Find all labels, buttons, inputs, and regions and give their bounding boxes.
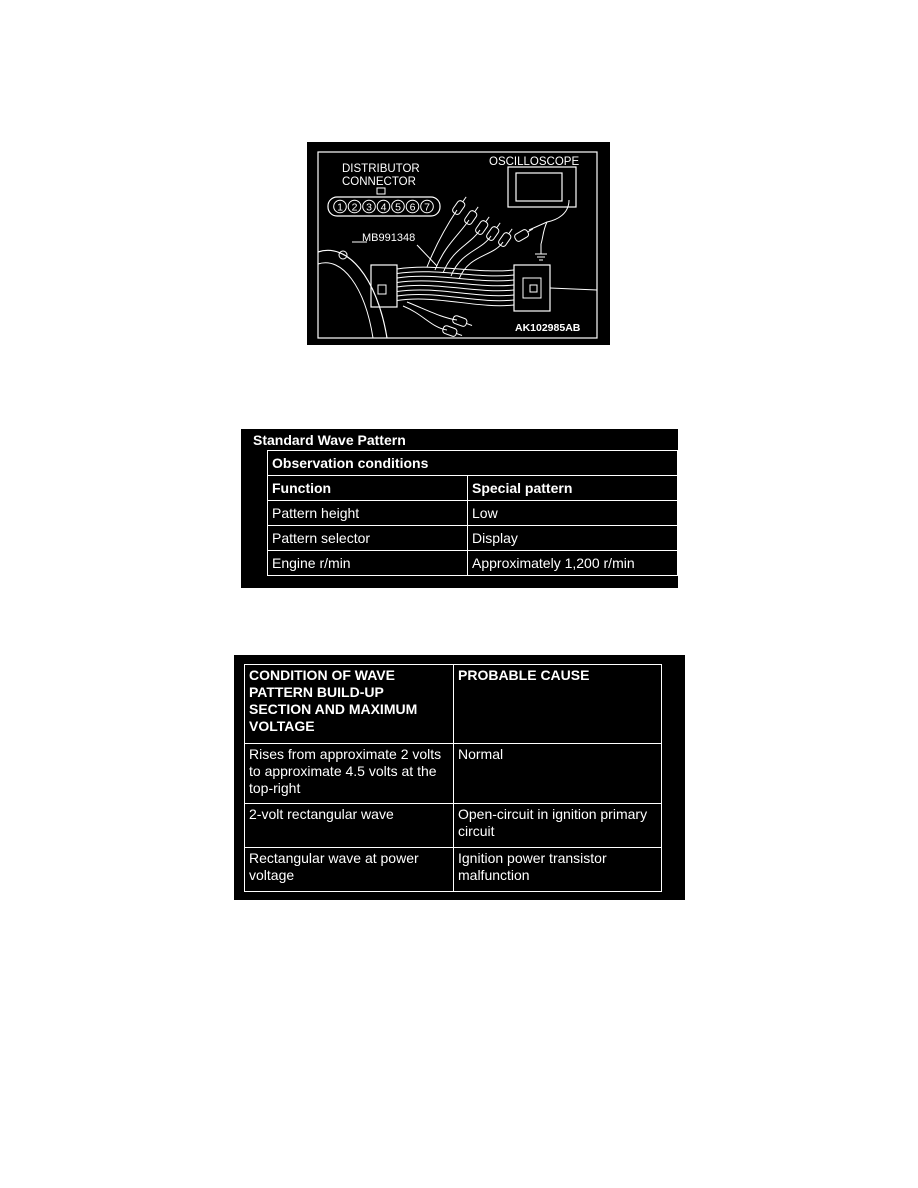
tool-leader-line <box>417 245 437 266</box>
wiring-diagram <box>307 142 610 345</box>
probe-clip <box>442 325 464 339</box>
table-row <box>268 526 678 551</box>
probe-lead <box>443 230 480 273</box>
connector-pin-number: 7 <box>424 201 430 214</box>
table-cell: Rises from approximate 2 volts to approximate 4.5 volts at the top-right <box>245 744 454 804</box>
table-row <box>268 551 678 576</box>
observation-conditions-table <box>267 450 678 576</box>
table-row <box>268 476 678 501</box>
column-header-special-pattern: Special pattern <box>468 476 678 501</box>
table-cell: Low <box>468 501 678 526</box>
table-cell: Approximately 1,200 r/min <box>468 551 678 576</box>
probe-clip <box>497 227 515 248</box>
distributor-connector <box>328 188 440 216</box>
table-row <box>245 804 662 848</box>
probe-clip <box>514 226 535 243</box>
harness-wire <box>397 276 514 281</box>
table-cell: Rectangular wave at power voltage <box>245 848 454 892</box>
column-header-probable-cause: PROBABLE CAUSE <box>454 665 662 744</box>
connector-pin-number: 4 <box>380 201 387 214</box>
connector-pin-number: 1 <box>337 201 343 214</box>
probable-cause-table <box>244 664 662 892</box>
oscilloscope-device <box>508 167 576 260</box>
table-cell: Display <box>468 526 678 551</box>
probable-cause-panel <box>234 655 685 900</box>
probe-clip <box>451 195 469 216</box>
connector-pin-number: 3 <box>366 201 372 214</box>
standard-wave-pattern-title: Standard Wave Pattern <box>253 432 406 448</box>
distributor-connector-label-2: CONNECTOR <box>342 176 416 188</box>
table-row <box>245 744 662 804</box>
observation-conditions-header: Observation conditions <box>268 451 678 476</box>
oscilloscope-label: OSCILLOSCOPE <box>489 156 580 168</box>
harness-wire <box>397 272 514 276</box>
probe-lead <box>459 242 503 279</box>
table-row <box>245 665 662 744</box>
distributor-housing <box>318 242 387 338</box>
table-row <box>245 848 662 892</box>
table-cell: Pattern selector <box>268 526 468 551</box>
table-cell: 2-volt rectangular wave <box>245 804 454 848</box>
wiring-diagram-art <box>307 142 610 345</box>
probe-clip <box>474 215 492 236</box>
table-cell: Open-circuit in ignition primary circuit <box>454 804 662 848</box>
probe-lead <box>427 210 457 267</box>
probe-lead <box>435 220 469 270</box>
column-header-condition: CONDITION OF WAVE PATTERN BUILD-UP SECTION AND MAXIMUM VOLTAGE <box>245 665 454 744</box>
probe-clip <box>463 205 481 226</box>
table-row <box>268 451 678 476</box>
figure-code: AK102985AB <box>515 322 581 334</box>
connector-pin-number: 5 <box>395 201 401 214</box>
table-row <box>268 501 678 526</box>
standard-wave-pattern-panel <box>241 429 678 588</box>
probe-lead <box>407 302 457 320</box>
column-header-function: Function <box>268 476 468 501</box>
table-cell: Pattern height <box>268 501 468 526</box>
tool-number-label: MB991348 <box>362 232 416 244</box>
distributor-connector-label-1: DISTRIBUTOR <box>342 163 420 175</box>
table-cell: Ignition power transistor malfunction <box>454 848 662 892</box>
harness-connector <box>371 265 597 311</box>
connector-pin-number: 2 <box>351 201 358 214</box>
probe-clip <box>452 315 474 329</box>
table-cell: Engine r/min <box>268 551 468 576</box>
table-cell: Normal <box>454 744 662 804</box>
connector-pin-number: 6 <box>409 201 416 214</box>
